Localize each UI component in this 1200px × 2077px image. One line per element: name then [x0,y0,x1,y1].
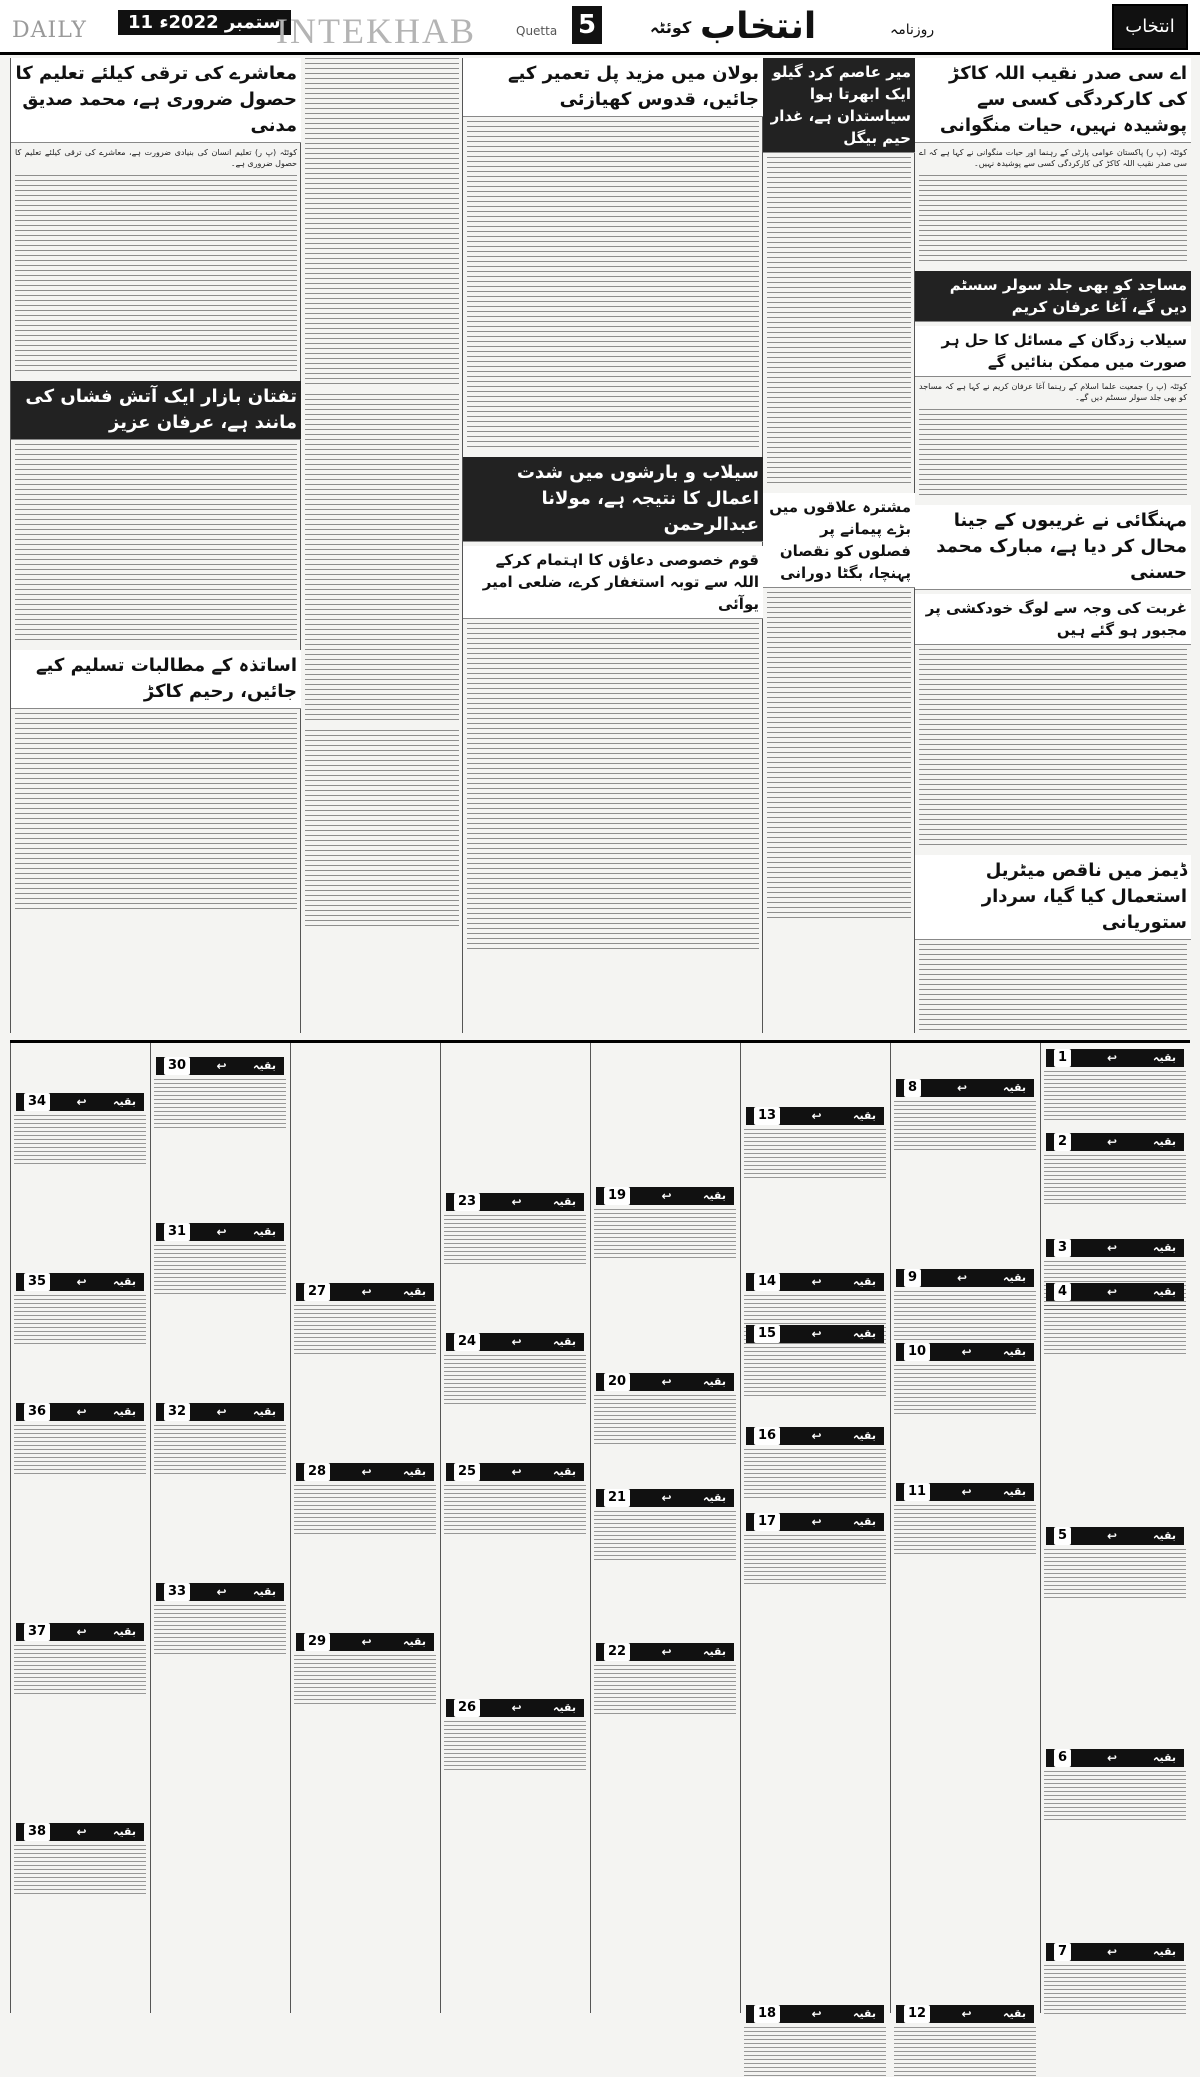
continuation-label: بقیہ [703,1491,726,1504]
continuation-text-block [594,1511,736,1561]
continuation-number: 4 [1054,1283,1071,1301]
continue-arrow-icon: ↩ [661,1645,672,1659]
article-text-block [467,121,759,451]
continuation-label: بقیہ [1153,1751,1176,1764]
news-columns [10,58,1190,1033]
continuation-badge [1046,1239,1184,1257]
headline: میر عاصم کرد گیلو ایک ابھرتا ہوا سیاستدان ہے، غدار حیم بیگل [763,58,915,153]
continuation-badge [16,1093,144,1111]
continue-arrow-icon: ↩ [811,2007,822,2021]
headline: سیلاب و بارشوں میں شدت اعمال کا نتیجہ ہے، مولانا عبدالرحمن [463,457,763,542]
continue-arrow-icon: ↩ [811,1429,822,1443]
continue-arrow-icon: ↩ [76,1405,87,1419]
continuation-number: 26 [454,1699,480,1717]
continuation-number: 18 [754,2005,780,2023]
continuation-number: 2 [1054,1133,1071,1151]
continuation-text-block [294,1485,436,1535]
continuation-text-block [744,1129,886,1179]
continuation-text-block [744,1347,886,1397]
continuations-section [10,1040,1190,2021]
article-text-block [919,409,1187,499]
continuation-badge [596,1373,734,1391]
continuation-label: بقیہ [1153,1529,1176,1542]
continuation-badge [896,2005,1034,2023]
continuation-label: بقیہ [553,1195,576,1208]
article-text-block [919,944,1187,1033]
article-text-block [919,649,1187,849]
continue-arrow-icon: ↩ [1107,1945,1118,1959]
masthead [0,0,1200,55]
continuation-label: بقیہ [403,1635,426,1648]
continuation-label: بقیہ [853,2007,876,2020]
news-column-5 [10,58,301,1033]
continuation-number: 21 [604,1489,630,1507]
continuation-badge [156,1223,284,1241]
continuation-label: بقیہ [853,1327,876,1340]
headline: مشترہ علاقوں میں بڑے پیمانے پر فصلوں کو نقصان پہنچا، بگٹا دورانی [763,493,915,588]
continue-arrow-icon: ↩ [511,1465,522,1479]
continuation-badge [746,1325,884,1343]
continue-arrow-icon: ↩ [957,1081,968,1095]
continue-arrow-icon: ↩ [216,1059,227,1073]
continuation-text-block [444,1721,586,1771]
continuation-badge [156,1057,284,1075]
masthead-city-ur: کوئٹہ [650,18,692,37]
continuation-text-block [1044,1155,1186,1205]
continue-arrow-icon: ↩ [661,1375,672,1389]
continuation-number: 20 [604,1373,630,1391]
continue-arrow-icon: ↩ [811,1327,822,1341]
continuation-badge [596,1643,734,1661]
article-text: کوئٹہ (پ ر) پاکستان عوامی پارٹی کے رہنما اور حیات منگوانی نے کہا ہے کہ اے سی صدر نقیب اللہ کاکڑ کی کارکردگی کسی سے پوشیدہ نہیں۔ [919,148,1187,168]
continuation-badge [746,1427,884,1445]
continuation-label: بقیہ [1003,1271,1026,1284]
continuation-number: 15 [754,1325,780,1343]
article-text-block [15,444,297,644]
continue-arrow-icon: ↩ [1107,1529,1118,1543]
continuation-text-block [294,1305,436,1355]
continuation-label: بقیہ [253,1225,276,1238]
continue-arrow-icon: ↩ [1107,1751,1118,1765]
continue-arrow-icon: ↩ [661,1491,672,1505]
continuation-badge [896,1483,1034,1501]
continuation-badge [746,2005,884,2023]
continuation-number: 30 [164,1057,190,1075]
continuation-badge [896,1269,1034,1287]
continuation-text-block [894,2027,1036,2077]
headline: اساتذہ کے مطالبات تسلیم کیے جائیں، رحیم کاکڑ [11,650,301,709]
continuation-badge [156,1583,284,1601]
continuation-label: بقیہ [703,1189,726,1202]
page-number: 5 [572,6,602,44]
continuation-label: بقیہ [553,1701,576,1714]
continue-arrow-icon: ↩ [1107,1241,1118,1255]
article-text: کوئٹہ (پ ر) تعلیم انسان کی بنیادی ضرورت ہے، معاشرے کی ترقی کیلئے تعلیم کا حصول ضروری ہے۔ [15,148,297,168]
continuation-text-block [894,1291,1036,1341]
continuation-number: 6 [1054,1749,1071,1767]
masthead-title-en: INTEKHAB [276,11,476,51]
continuation-text-block [1044,1305,1186,1355]
continuation-badge [596,1489,734,1507]
article-text-block [467,623,759,953]
continuation-number: 37 [24,1623,50,1641]
continuation-badge [746,1513,884,1531]
continuation-text-block [14,1645,146,1695]
news-column-4 [300,58,463,1033]
continuation-badge [896,1079,1034,1097]
continuation-number: 19 [604,1187,630,1205]
continuation-number: 17 [754,1513,780,1531]
continuation-text-block [444,1485,586,1535]
continuation-label: بقیہ [253,1059,276,1072]
continuation-badge [16,1273,144,1291]
continue-arrow-icon: ↩ [811,1515,822,1529]
continue-arrow-icon: ↩ [661,1189,672,1203]
continuation-number: 11 [904,1483,930,1501]
continuation-label: بقیہ [113,1095,136,1108]
continuation-badge [1046,1527,1184,1545]
continuation-text-block [744,2027,886,2077]
headline: ڈیمز میں ناقص میٹریل استعمال کیا گیا، سردار ستوریانی [915,855,1191,940]
continuation-number: 34 [24,1093,50,1111]
continuation-number: 13 [754,1107,780,1125]
continue-arrow-icon: ↩ [961,2007,972,2021]
article-text-block [305,394,459,724]
continuation-label: بقیہ [1003,1485,1026,1498]
continuation-text-block [594,1665,736,1715]
continue-arrow-icon: ↩ [76,1275,87,1289]
article-text-block [919,175,1187,265]
continuation-label: بقیہ [553,1465,576,1478]
continuation-number: 10 [904,1343,930,1361]
continuation-label: بقیہ [853,1515,876,1528]
continuation-number: 16 [754,1427,780,1445]
continue-arrow-icon: ↩ [811,1275,822,1289]
continuation-badge [296,1633,434,1651]
continuation-badge [446,1463,584,1481]
continue-arrow-icon: ↩ [511,1195,522,1209]
continuation-badge [1046,1133,1184,1151]
continue-arrow-icon: ↩ [76,1095,87,1109]
news-column-1 [914,58,1191,1033]
continuation-badge [746,1107,884,1125]
continuation-text-block [744,1535,886,1585]
continue-arrow-icon: ↩ [216,1585,227,1599]
continue-arrow-icon: ↩ [361,1635,372,1649]
continuation-label: بقیہ [1003,1081,1026,1094]
continuation-number: 33 [164,1583,190,1601]
continuation-label: بقیہ [853,1429,876,1442]
continuation-badge [446,1333,584,1351]
continuation-text-block [894,1505,1036,1555]
article-text-block [15,175,297,375]
continuation-number: 27 [304,1283,330,1301]
continuation-number: 9 [904,1269,921,1287]
continuation-number: 24 [454,1333,480,1351]
continuation-number: 22 [604,1643,630,1661]
continue-arrow-icon: ↩ [76,1625,87,1639]
continue-arrow-icon: ↩ [216,1225,227,1239]
continuation-number: 7 [1054,1943,1071,1961]
continuation-text-block [744,1449,886,1499]
headline: اے سی صدر نقیب اللہ کاکڑ کی کارکردگی کسی سے پوشیدہ نہیں، حیات منگوانی [915,58,1191,143]
article-text-block [767,592,911,922]
continue-arrow-icon: ↩ [216,1405,227,1419]
continuation-number: 8 [904,1079,921,1097]
continuation-label: بقیہ [113,1405,136,1418]
continuation-text-block [894,1365,1036,1415]
continuation-badge [446,1193,584,1211]
continuation-badge [1046,1749,1184,1767]
masthead-city-en: Quetta [516,24,558,38]
continuation-number: 38 [24,1823,50,1841]
continuation-number: 29 [304,1633,330,1651]
article-text-block [305,730,459,930]
newspaper-logo: انتخاب [1112,4,1188,50]
continuation-number: 14 [754,1273,780,1291]
continue-arrow-icon: ↩ [957,1271,968,1285]
continue-arrow-icon: ↩ [511,1701,522,1715]
continuation-text-block [154,1425,286,1475]
continuation-text-block [594,1209,736,1259]
continuation-number: 23 [454,1193,480,1211]
continue-arrow-icon: ↩ [1107,1135,1118,1149]
headline: مساجد کو بھی جلد سولر سسٹم دیں گے، آغا عرفان کریم [915,271,1191,322]
continuation-text-block [14,1845,146,1895]
continuation-badge [296,1463,434,1481]
continuation-text-block [1044,1965,1186,2015]
headline: تفتان بازار ایک آتش فشاں کی مانند ہے، عرفان عزیز [11,381,301,440]
article-text-block [767,157,911,487]
continue-arrow-icon: ↩ [511,1335,522,1349]
continuation-badge [446,1699,584,1717]
continuation-number: 25 [454,1463,480,1481]
continuation-text-block [594,1395,736,1445]
continuation-label: بقیہ [403,1465,426,1478]
continuation-text-block [294,1655,436,1705]
continuation-label: بقیہ [853,1275,876,1288]
continuation-badge [1046,1049,1184,1067]
continuation-text-block [154,1245,286,1295]
issue-date: 11 ستمبر 2022ء [118,10,291,35]
continuation-text-block [444,1355,586,1405]
continuation-badge [1046,1283,1184,1301]
continuation-label: بقیہ [853,1109,876,1122]
headline: مہنگائی نے غریبوں کے جینا محال کر دیا ہے، مبارک محمد حسنی [915,505,1191,590]
continuation-badge [746,1273,884,1291]
continue-arrow-icon: ↩ [1107,1051,1118,1065]
continuation-label: بقیہ [703,1645,726,1658]
continuation-text-block [14,1295,146,1345]
continuation-badge [596,1187,734,1205]
continuation-number: 12 [904,2005,930,2023]
continue-arrow-icon: ↩ [1107,1285,1118,1299]
continuation-label: بقیہ [1003,1345,1026,1358]
masthead-title-ur: انتخاب [700,6,817,47]
continuation-text-block [154,1605,286,1655]
article-text: کوئٹہ (پ ر) جمعیت علما اسلام کے رہنما آغا عرفان کریم نے کہا ہے کہ مساجد کو بھی جلد سولر سسٹم دیں گے۔ [919,382,1187,402]
continuation-label: بقیہ [1003,2007,1026,2020]
continuation-badge [16,1403,144,1421]
article-text-block [305,58,459,388]
news-column-2 [762,58,915,1033]
continuation-number: 5 [1054,1527,1071,1545]
continuation-number: 28 [304,1463,330,1481]
continuation-label: بقیہ [113,1625,136,1638]
headline: قوم خصوصی دعاؤں کا اہتمام کرکے اللہ سے توبہ استغفار کرے، ضلعی امیر یوآئی [463,546,763,619]
continuation-text-block [894,1101,1036,1151]
continuation-text-block [14,1425,146,1475]
continue-arrow-icon: ↩ [361,1465,372,1479]
continuation-badge [1046,1943,1184,1961]
continuation-number: 1 [1054,1049,1071,1067]
continuation-number: 3 [1054,1239,1071,1257]
continuation-label: بقیہ [553,1335,576,1348]
headline: سیلاب زدگان کے مسائل کا حل ہر صورت میں ممکن بنائیں گے [915,326,1191,377]
continuation-number: 31 [164,1223,190,1241]
continuation-badge [296,1283,434,1301]
continuation-label: بقیہ [403,1285,426,1298]
continuation-label: بقیہ [1153,1051,1176,1064]
headline: بولان میں مزید پل تعمیر کیے جائیں، قدوس کھیازئی [463,58,763,117]
continuation-text-block [1044,1549,1186,1599]
continue-arrow-icon: ↩ [361,1285,372,1299]
continuation-number: 36 [24,1403,50,1421]
continuation-label: بقیہ [1153,1241,1176,1254]
masthead-daily: DAILY [12,18,87,43]
continuation-label: بقیہ [703,1375,726,1388]
continuation-label: بقیہ [1153,1135,1176,1148]
continuation-number: 32 [164,1403,190,1421]
continuation-text-block [1044,1071,1186,1121]
continuation-label: بقیہ [113,1825,136,1838]
continuation-label: بقیہ [113,1275,136,1288]
article-text-block [15,713,297,913]
continuation-text-block [1044,1771,1186,1821]
continuation-badge [156,1403,284,1421]
continuation-text-block [14,1115,146,1165]
continuation-badge [16,1823,144,1841]
continuation-text-block [444,1215,586,1265]
headline: معاشرے کی ترقی کیلئے تعلیم کا حصول ضروری ہے، محمد صدیق مدنی [11,58,301,143]
headline: غربت کی وجہ سے لوگ خودکشی پر مجبور ہو گئے ہیں [915,594,1191,645]
continuation-label: بقیہ [253,1585,276,1598]
continue-arrow-icon: ↩ [961,1345,972,1359]
continuation-label: بقیہ [1153,1285,1176,1298]
continuation-label: بقیہ [253,1405,276,1418]
continue-arrow-icon: ↩ [76,1825,87,1839]
continuation-label: بقیہ [1153,1945,1176,1958]
continue-arrow-icon: ↩ [811,1109,822,1123]
news-column-3 [462,58,763,1033]
continuation-column-7 [150,1043,291,2013]
continue-arrow-icon: ↩ [961,1485,972,1499]
continuation-badge [16,1623,144,1641]
masthead-roznama: روزنامہ [890,22,935,38]
continuation-text-block [154,1079,286,1129]
continuation-badge [896,1343,1034,1361]
continuation-number: 35 [24,1273,50,1291]
